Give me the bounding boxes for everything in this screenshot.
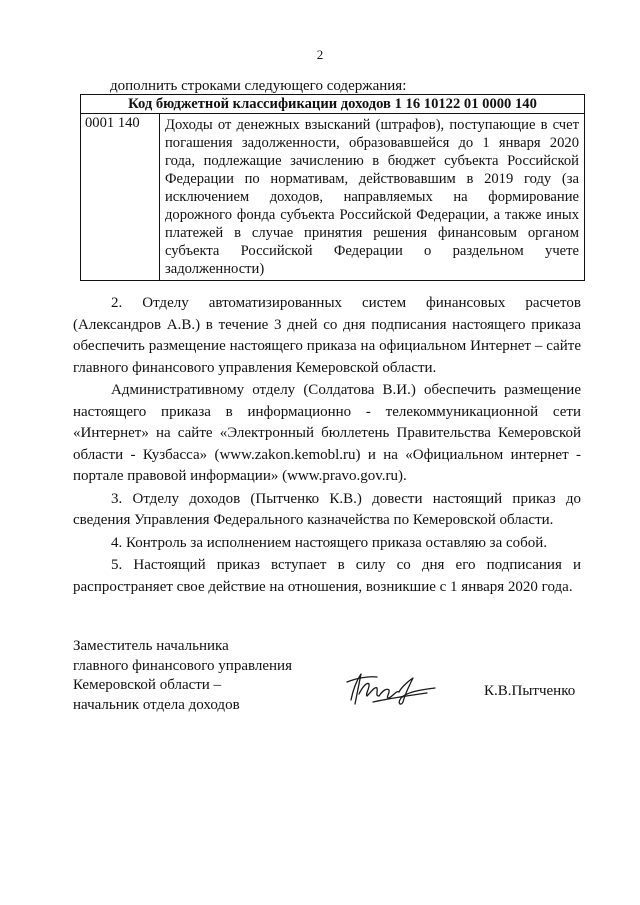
position-line: Заместитель начальника: [73, 638, 229, 654]
row-description: Доходы от денежных взысканий (штрафов), поступающие в счет погашения задолженности, образовавшейся до 1 января 2020 года, подлежащие зачислению в бюджет субъекта Российской Федерации по нормативам, действовавшим в 2019 году (за исключением доходов, направляемых на формирование дорожного фонда субъекта Российской Федерации, а также иных платежей в случае принятия решения финансовым органом субъекта Российской Федерации о раздельном учете задолженности): [160, 114, 585, 281]
budget-code-table: [80, 94, 585, 281]
position-line: Кемеровской области –: [73, 677, 222, 693]
signatory-position: [73, 637, 292, 715]
paragraph-2: 2. Отделу автоматизированных систем финансовых расчетов (Александров А.В.) в течение 3 дней со дня подписания настоящего приказа обеспечить размещение настоящего приказа на официальном Интернет – сайте главного финансового управления Кемеровской области.: [73, 295, 581, 376]
document-body: [73, 293, 581, 598]
row-code: 0001 140: [81, 114, 160, 281]
signer-name: К.В.Пытченко: [484, 683, 576, 699]
table-header-row: [81, 95, 585, 114]
handwritten-signature: [343, 668, 443, 710]
page-number: 2: [316, 47, 324, 62]
table-row: [81, 114, 585, 281]
paragraph-admin: Административному отделу (Солдатова В.И.) обеспечить размещение настоящего приказа в информационно - телекоммуникационной сети «Интернет» на сайте «Электронный бюллетень Правительства Кемеровской области - Кузбасса» (www.zakon.kemobl.ru) и на «Официальном интернет - портале правовой информации» (www.pravo.gov.ru).: [73, 382, 581, 484]
position-line: главного финансового управления: [73, 657, 292, 674]
position-line: начальник отдела доходов: [73, 696, 240, 713]
paragraph-3: 3. Отделу доходов (Пытченко К.В.) довести настоящий приказ до сведения Управления Федерального казначейства по Кемеровской области.: [73, 490, 581, 528]
paragraph-5: 5. Настоящий приказ вступает в силу со дня его подписания и распространяет свое действие на отношения, возникшие с 1 января 2020 года.: [73, 557, 581, 595]
paragraph-4: 4. Контроль за исполнением настоящего приказа оставляю за собой.: [111, 534, 548, 551]
intro-line: дополнить строками следующего содержания:: [110, 78, 407, 94]
table-header: Код бюджетной классификации доходов 1 16 10122 01 0000 140: [81, 95, 585, 114]
